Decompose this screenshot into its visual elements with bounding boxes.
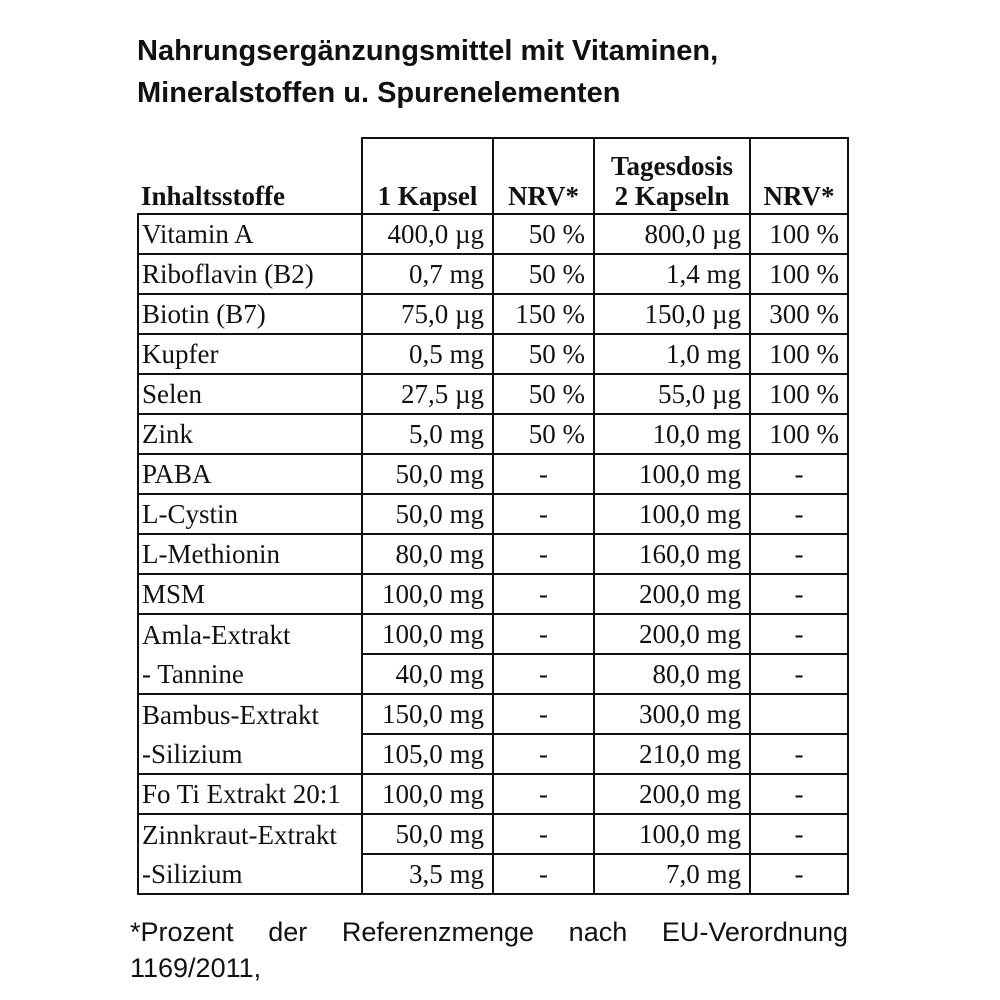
table-row [138, 254, 848, 294]
ingredient-name: Amla-Extrakt [138, 614, 362, 654]
table-header-row [138, 138, 848, 214]
nrv-daily [750, 694, 848, 734]
table-row [138, 854, 848, 894]
nrv-per-capsule: - [493, 694, 594, 734]
ingredient-name: L-Methionin [138, 534, 362, 574]
nrv-daily: 100 % [750, 334, 848, 374]
nrv-daily: - [750, 574, 848, 614]
header-daily-line-2: 2 Kapseln [614, 181, 730, 211]
ingredient-name: Bambus-Extrakt [138, 694, 362, 734]
amount-daily: 200,0 mg [594, 774, 750, 814]
nrv-per-capsule: 50 % [493, 374, 594, 414]
table-row [138, 654, 848, 694]
nrv-per-capsule: 50 % [493, 214, 594, 254]
nrv-daily: - [750, 734, 848, 774]
table-row [138, 814, 848, 854]
nrv-daily: - [750, 534, 848, 574]
ingredient-name: Kupfer [138, 334, 362, 374]
nrv-daily: - [750, 854, 848, 894]
nrv-per-capsule: - [493, 494, 594, 534]
nrv-daily: 100 % [750, 414, 848, 454]
nrv-per-capsule: 50 % [493, 334, 594, 374]
header-daily-line-1: Tagesdosis [610, 151, 734, 181]
amount-daily: 210,0 mg [594, 734, 750, 774]
ingredient-name: -Silizium [138, 854, 362, 894]
nrv-per-capsule: - [493, 734, 594, 774]
amount-daily: 150,0 µg [594, 294, 750, 334]
ingredient-name: Zinnkraut-Extrakt [138, 814, 362, 854]
header-nrv-1: NRV* [493, 138, 594, 214]
nrv-daily: - [750, 494, 848, 534]
ingredient-name: PABA [138, 454, 362, 494]
header-per-capsule: 1 Kapsel [362, 138, 493, 214]
nrv-per-capsule: - [493, 574, 594, 614]
amount-per-capsule: 100,0 mg [362, 574, 493, 614]
amount-daily: 80,0 mg [594, 654, 750, 694]
ingredient-name: Zink [138, 414, 362, 454]
header-nrv-2: NRV* [750, 138, 848, 214]
ingredient-name: Biotin (B7) [138, 294, 362, 334]
amount-per-capsule: 40,0 mg [362, 654, 493, 694]
amount-daily: 55,0 µg [594, 374, 750, 414]
amount-daily: 200,0 mg [594, 574, 750, 614]
nrv-per-capsule: - [493, 774, 594, 814]
table-row [138, 694, 848, 734]
nrv-per-capsule: - [493, 454, 594, 494]
nrv-per-capsule: 50 % [493, 414, 594, 454]
amount-per-capsule: 5,0 mg [362, 414, 493, 454]
amount-per-capsule: 400,0 µg [362, 214, 493, 254]
amount-per-capsule: 105,0 mg [362, 734, 493, 774]
title-line-1: Nahrungsergänzungsmittel mit Vitaminen, [137, 35, 719, 67]
ingredient-name: Selen [138, 374, 362, 414]
table-row [138, 614, 848, 654]
nrv-per-capsule: - [493, 654, 594, 694]
amount-per-capsule: 80,0 mg [362, 534, 493, 574]
table-row [138, 494, 848, 534]
ingredient-name: L-Cystin [138, 494, 362, 534]
amount-per-capsule: 3,5 mg [362, 854, 493, 894]
nutrition-table [137, 137, 849, 895]
nrv-daily: - [750, 814, 848, 854]
table-row [138, 294, 848, 334]
header-daily-dose [594, 138, 750, 214]
amount-daily: 200,0 mg [594, 614, 750, 654]
nrv-per-capsule: - [493, 534, 594, 574]
amount-per-capsule: 75,0 µg [362, 294, 493, 334]
ingredient-name: Fo Ti Extrakt 20:1 [138, 774, 362, 814]
ingredient-name: - Tannine [138, 654, 362, 694]
amount-daily: 1,0 mg [594, 334, 750, 374]
header-ingredients: Inhaltsstoffe [141, 181, 286, 211]
amount-daily: 100,0 mg [594, 814, 750, 854]
amount-daily: 100,0 mg [594, 454, 750, 494]
nrv-per-capsule: 150 % [493, 294, 594, 334]
table-row [138, 774, 848, 814]
ingredient-name: MSM [138, 574, 362, 614]
table-row [138, 414, 848, 454]
table-row [138, 374, 848, 414]
table-row [138, 734, 848, 774]
amount-per-capsule: 50,0 mg [362, 494, 493, 534]
page-title [137, 30, 897, 114]
amount-per-capsule: 50,0 mg [362, 814, 493, 854]
table-row [138, 534, 848, 574]
amount-daily: 10,0 mg [594, 414, 750, 454]
amount-daily: 160,0 mg [594, 534, 750, 574]
ingredient-name: Riboflavin (B2) [138, 254, 362, 294]
amount-daily: 800,0 µg [594, 214, 750, 254]
table-row [138, 214, 848, 254]
nrv-daily: 100 % [750, 254, 848, 294]
nrv-daily: 300 % [750, 294, 848, 334]
amount-per-capsule: 27,5 µg [362, 374, 493, 414]
amount-daily: 300,0 mg [594, 694, 750, 734]
amount-daily: 7,0 mg [594, 854, 750, 894]
nrv-daily: - [750, 774, 848, 814]
nrv-daily: 100 % [750, 214, 848, 254]
amount-per-capsule: 50,0 mg [362, 454, 493, 494]
nrv-per-capsule: 50 % [493, 254, 594, 294]
amount-per-capsule: 100,0 mg [362, 614, 493, 654]
table-row [138, 334, 848, 374]
amount-per-capsule: 0,5 mg [362, 334, 493, 374]
nrv-daily: 100 % [750, 374, 848, 414]
title-line-2: Mineralstoffen u. Spurenelementen [137, 77, 621, 109]
ingredient-name: -Silizium [138, 734, 362, 774]
amount-per-capsule: 150,0 mg [362, 694, 493, 734]
amount-per-capsule: 0,7 mg [362, 254, 493, 294]
nrv-daily: - [750, 614, 848, 654]
nrv-per-capsule: - [493, 814, 594, 854]
table-row [138, 574, 848, 614]
amount-per-capsule: 100,0 mg [362, 774, 493, 814]
footnote: *Prozent der Referenzmenge nach EU-Verordnung 1169/2011, [130, 917, 848, 983]
ingredient-name: Vitamin A [138, 214, 362, 254]
amount-daily: 1,4 mg [594, 254, 750, 294]
nrv-daily: - [750, 654, 848, 694]
table-row [138, 454, 848, 494]
nrv-per-capsule: - [493, 614, 594, 654]
nrv-daily: - [750, 454, 848, 494]
amount-daily: 100,0 mg [594, 494, 750, 534]
nrv-per-capsule: - [493, 854, 594, 894]
